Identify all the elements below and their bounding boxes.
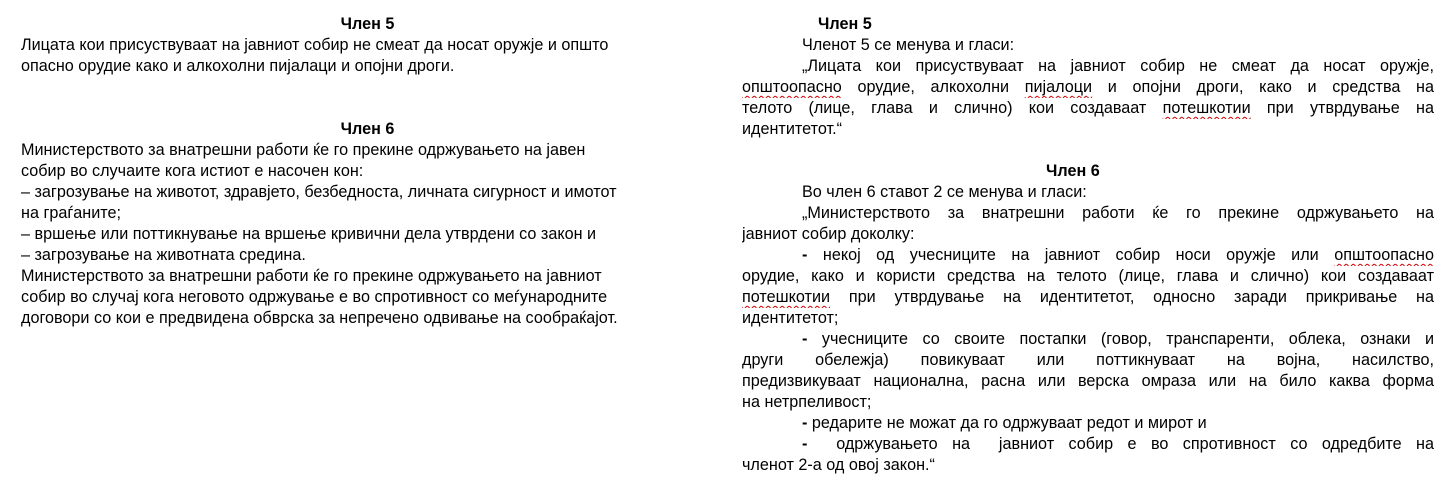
bullet-item-line: предизвикуваат национална, расна или верска омраза или на било каква форма xyxy=(742,372,1434,390)
bullet-item-line: други обележја) повикуваат или поттикнуваат на војна, насилство, xyxy=(742,351,1434,369)
original-text-column xyxy=(21,14,711,329)
article-5-paragraph-line: општоопасно орудие, алкохолни пијалоци и опојни дроги, како и средства на xyxy=(742,78,1434,96)
bullet-item-line: - одржувањето на јавниот собир е во спротивност со одредбите на xyxy=(802,435,1434,453)
amended-article-6-heading: Член 6 xyxy=(1046,162,1100,180)
article-6-intro: Во член 6 ставот 2 се менува и гласи: xyxy=(802,183,1087,201)
bullet-dash: - xyxy=(802,246,808,264)
article-6-paragraph-line: јавниот собир доколку: xyxy=(742,225,915,243)
article-5-intro: Членот 5 се менува и гласи: xyxy=(802,36,1015,54)
article-6-line: собир во случај кога неговото одржување е во спротивност со меѓународните xyxy=(21,288,608,306)
article-6-line: – загрозување на животната средина. xyxy=(21,246,306,264)
article-6-heading: Член 6 xyxy=(340,120,395,138)
article-6-line: – загрозување на животот, здравјето, безбедноста, личната сигурност и имотот xyxy=(21,183,617,201)
article-6-line: Министерството за внатрешни работи ќе го прекине одржувањето на јавен xyxy=(21,141,586,159)
bullet-item-line: - некој од учесниците на јавниот собир носи оружје или општоопасно xyxy=(802,246,1434,264)
bullet-dash: - xyxy=(802,414,808,432)
spelling-flag: општоопасно xyxy=(1334,246,1434,264)
article-5-line: опасно орудие како и алкохолни пијалаци и опојни дроги. xyxy=(21,57,455,75)
bullet-item-line: членот 2-а од овој закон.“ xyxy=(742,456,935,474)
spelling-flag: пијалоци xyxy=(1024,78,1093,96)
article-6-line: договори со кои е предвидена обврска за непречено одвивање на сообраќајот. xyxy=(21,309,618,327)
spelling-flag: потешкотии xyxy=(1162,99,1251,117)
article-5-paragraph-line: телото (лице, глава и слично) кои создаваат потешкотии при утврдување на xyxy=(742,99,1434,117)
bullet-dash: - xyxy=(802,330,808,348)
bullet-item-line: потешкотии при утврдување на идентитетот, односно заради прикривање на xyxy=(742,288,1434,306)
spelling-flag: општоопасно xyxy=(742,78,842,96)
bullet-dash: - xyxy=(802,435,808,453)
article-5-paragraph-line: „Лицата кои присуствуваат на јавниот собир не смеат да носат оружје, xyxy=(802,57,1434,75)
bullet-item-line: на нетрпеливост; xyxy=(742,393,872,411)
bullet-item-line: орудие, како и користи средства на телото (лице, глава и слично) кои создаваат xyxy=(742,267,1434,285)
article-6-paragraph-line: „Министерството за внатрешни работи ќе го прекине одржувањето на xyxy=(802,204,1434,222)
article-5-heading: Член 5 xyxy=(340,15,395,33)
article-6-line: – вршење или поттикнување на вршење кривични дела утврдени со закон и xyxy=(21,225,597,243)
bullet-item-line: идентитетот; xyxy=(742,309,839,327)
bullet-item-line: - редарите не можат да го одржуваат редот и мирот и xyxy=(802,414,1207,432)
spelling-flag: потешкотии xyxy=(742,288,831,306)
bullet-item-line: - учесниците со своите постапки (говор, транспаренти, облека, ознаки и xyxy=(802,330,1434,348)
article-5-line: Лицата кои присуствуваат на јавниот собир не смеат да носат оружје и општо xyxy=(21,36,609,54)
article-6-line: собир во случаите кога истиот е насочен кон: xyxy=(21,162,364,180)
article-6-line: Министерството за внатрешни работи ќе го прекине одржувањето на јавниот xyxy=(21,267,602,285)
amended-text-column xyxy=(742,14,1434,476)
amended-article-5-heading: Член 5 xyxy=(818,15,872,33)
article-6-line: на граѓаните; xyxy=(21,204,121,222)
article-5-paragraph-line: идентитетот.“ xyxy=(742,120,842,138)
